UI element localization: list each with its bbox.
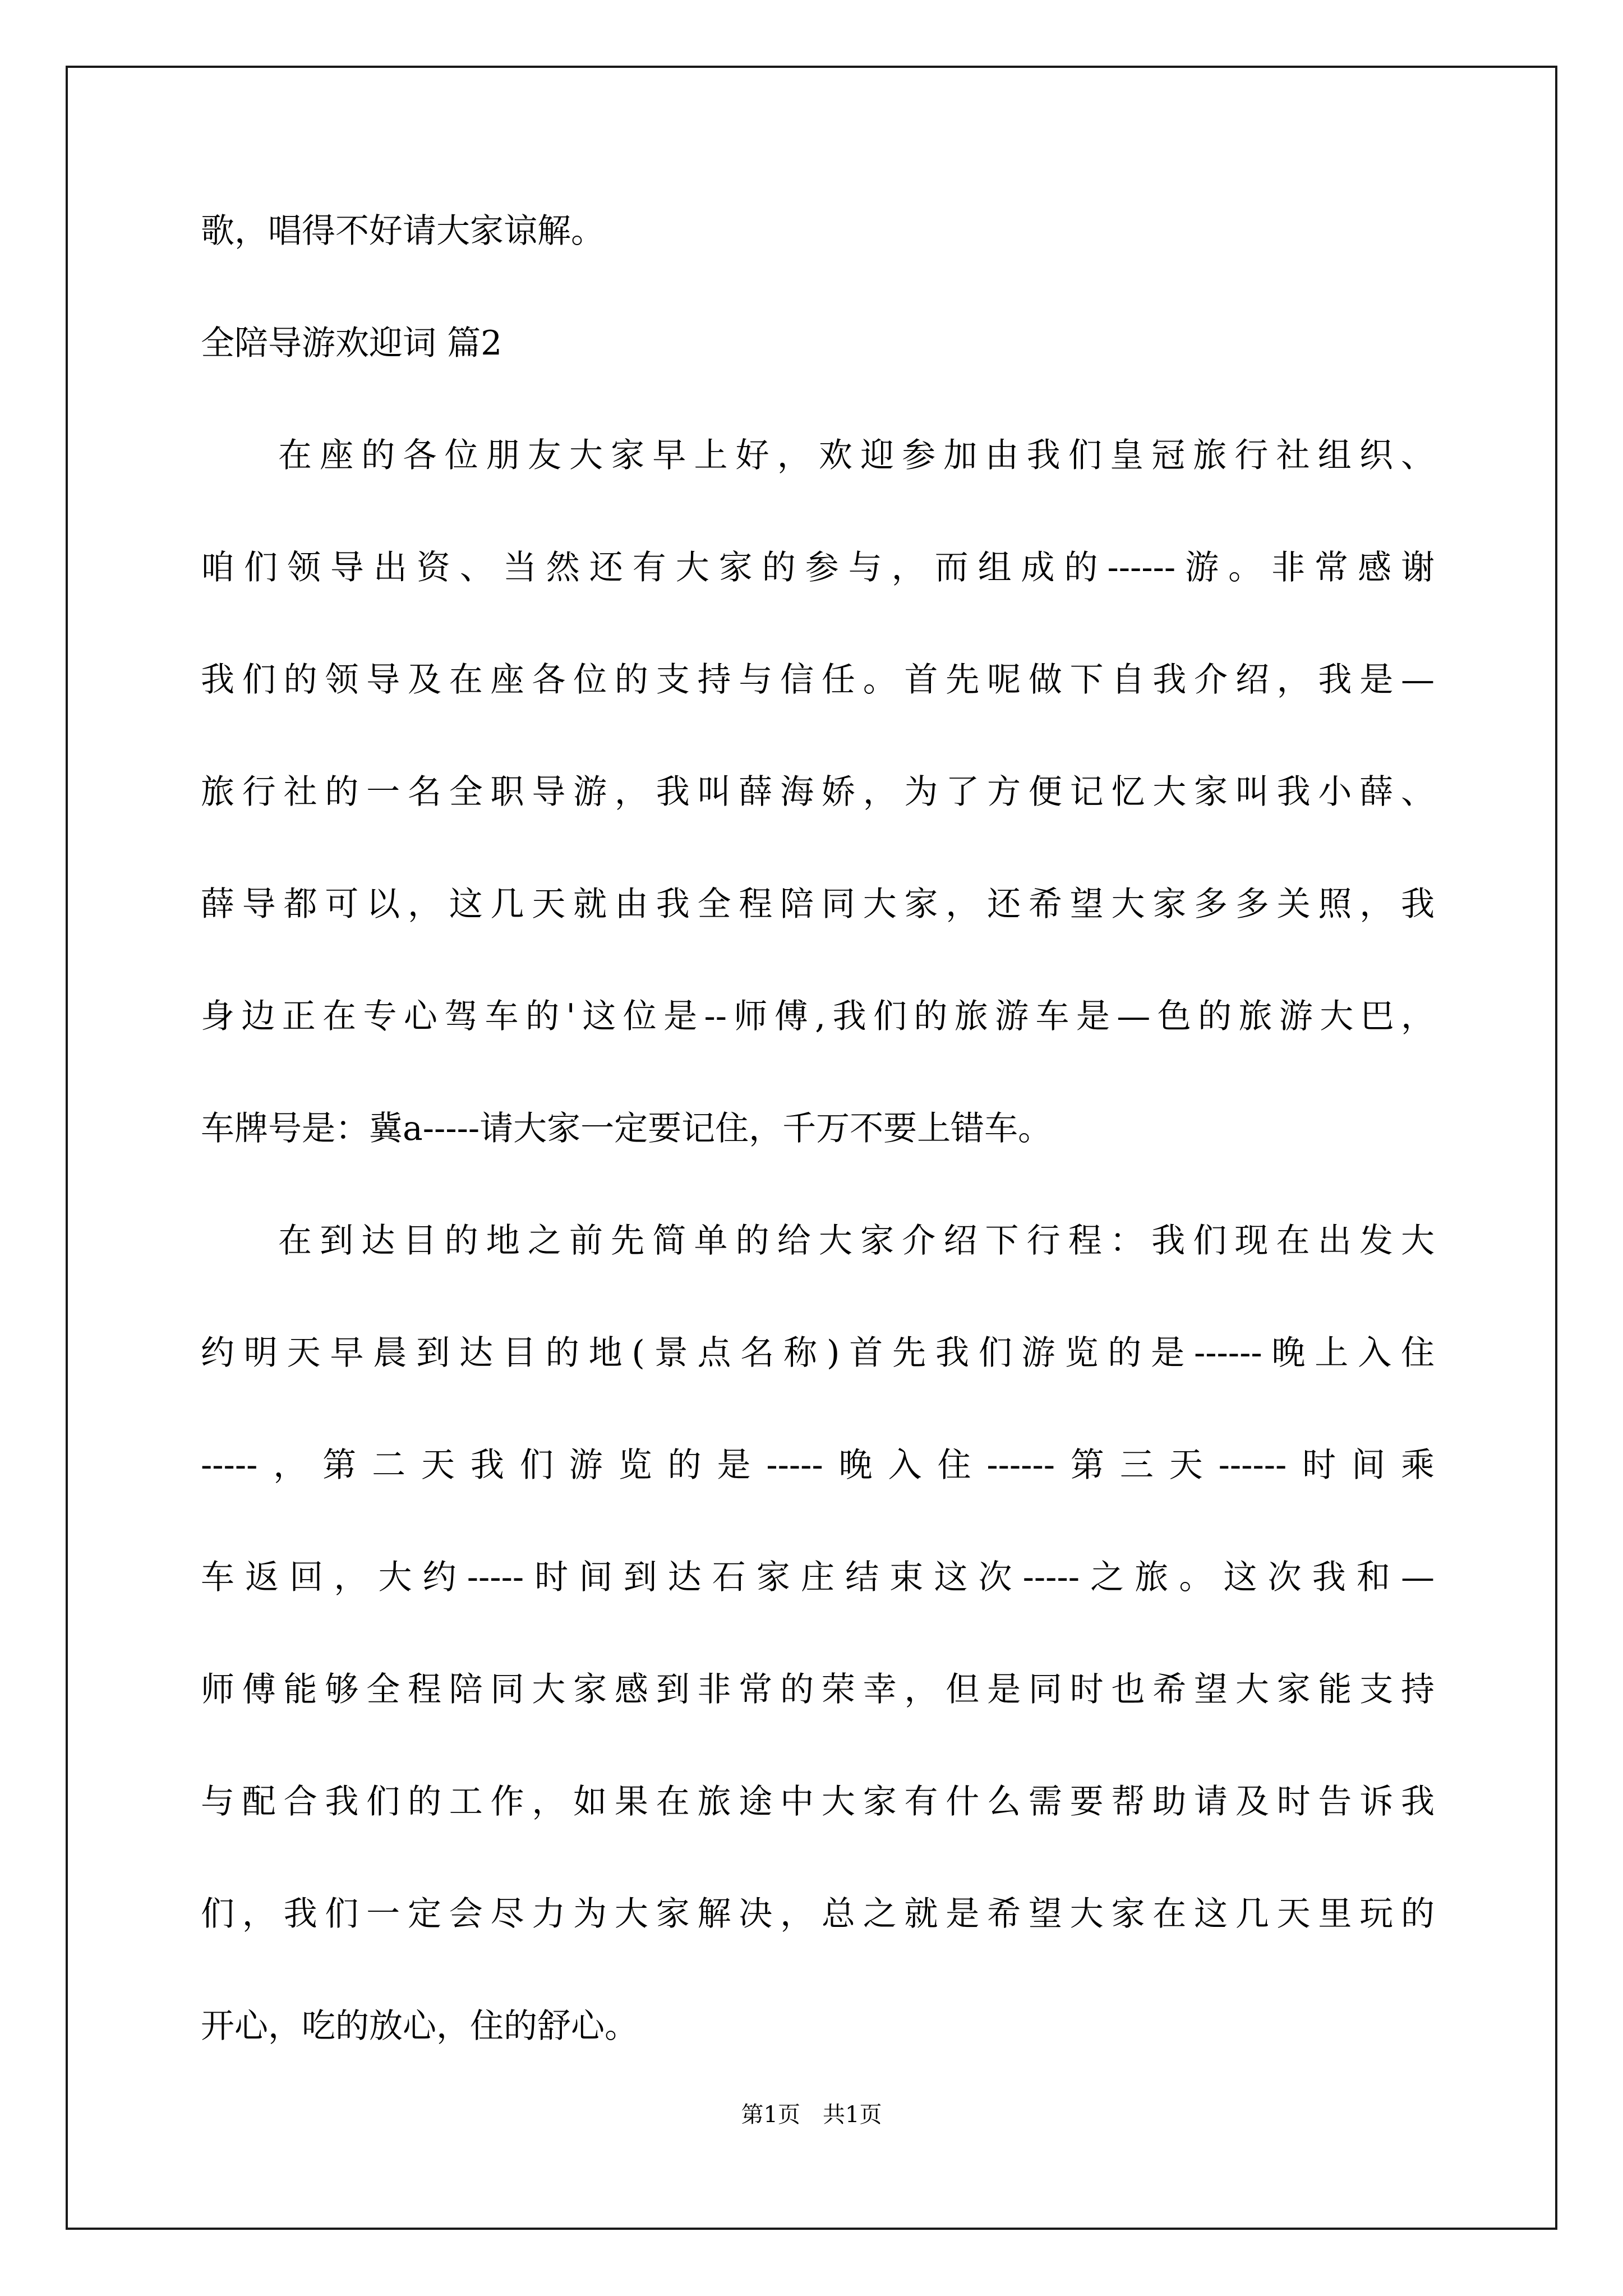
section-heading: 全陪导游欢迎词 篇2 (201, 324, 502, 363)
text-line: 在到达目的地之前先简单的给大家介绍下行程：我们现在出发大 (278, 1221, 1435, 1260)
text-line: 们，我们一定会尽力为大家解决，总之就是希望大家在这几天里玩的 (201, 1894, 1435, 1934)
text-line: 我们的领导及在座各位的支持与信任。首先呢做下自我介绍，我是— (201, 660, 1435, 700)
document-body (201, 208, 1435, 2115)
text-line: 车返回，大约-----时间到达石家庄结束这次-----之旅。这次我和— (201, 1558, 1435, 1597)
text-line: 约明天早晨到达目的地(景点名称)首先我们游览的是------晚上入住 (201, 1333, 1435, 1373)
text-line: 身边正在专心驾车的'这位是--师傅,我们的旅游车是—色的旅游大巴， (201, 997, 1435, 1036)
text-line: 在座的各位朋友大家早上好，欢迎参加由我们皇冠旅行社组织、 (278, 436, 1435, 475)
page-number: 第1页 (741, 2102, 800, 2128)
text-line: 歌，唱得不好请大家谅解。 (201, 211, 605, 251)
text-line: 旅行社的一名全职导游，我叫薛海娇，为了方便记忆大家叫我小薛、 (201, 772, 1435, 812)
text-line: 咱们领导出资、当然还有大家的参与，而组成的------游。非常感谢 (201, 548, 1435, 587)
text-line: 薛导都可以，这几天就由我全程陪同大家，还希望大家多多关照，我 (201, 885, 1435, 924)
page-total: 共1页 (823, 2102, 882, 2128)
text-line: 开心，吃的放心，住的舒心。 (201, 2007, 638, 2046)
text-line: -----，第二天我们游览的是-----晚入住------第三天------时间乘 (201, 1446, 1435, 1485)
text-line: 车牌号是：冀a-----请大家一定要记住，千万不要上错车。 (201, 1109, 1052, 1148)
page-footer (0, 2101, 1623, 2129)
text-line: 师傅能够全程陪同大家感到非常的荣幸，但是同时也希望大家能支持 (201, 1670, 1435, 1709)
text-line: 与配合我们的工作，如果在旅途中大家有什么需要帮助请及时告诉我 (201, 1782, 1435, 1821)
